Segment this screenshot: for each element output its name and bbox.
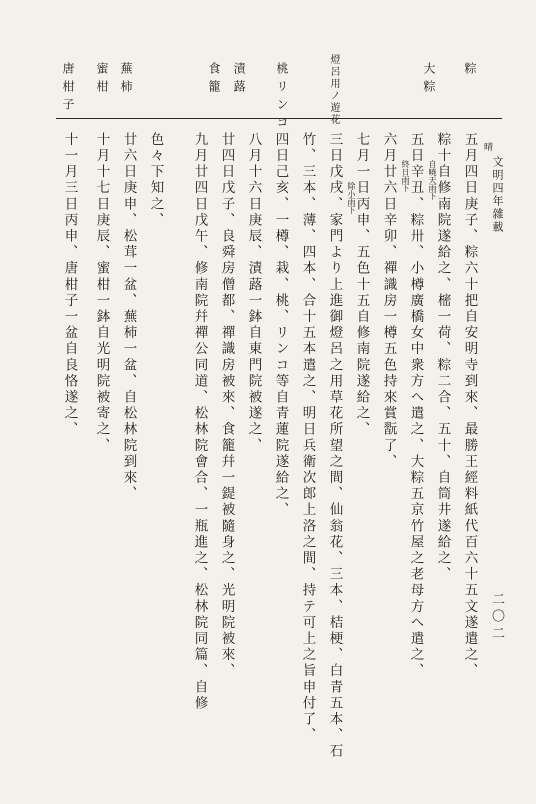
running-header-title: 文明四年雜載 bbox=[491, 156, 504, 234]
index-item-pickled-butterbur: 漬蕗 bbox=[232, 62, 246, 98]
index-item-chimaki: 粽 bbox=[463, 62, 477, 80]
text-column-11: 九月廿四日戊午、修南院幷禪公同道、松林院會合、一瓶進之、松林院同篇、自修 bbox=[191, 132, 208, 712]
index-item-food-box: 食籠 bbox=[207, 62, 221, 98]
index-item-daichimaki: 大粽 bbox=[422, 62, 436, 98]
text-column-14: 十月十七日庚辰、蜜柑一鉢自光明院被寄之、 bbox=[93, 132, 110, 454]
text-column-10: 廿四日戊子、良舜房僧都、禪識房被來、食籠幷一鍉被隨身之、光明院被來、 bbox=[218, 132, 235, 680]
index-item-toro-flowers: 燈呂用ノ遊花 bbox=[328, 54, 339, 126]
text-column-15: 十一月三日丙申、唐柑子一盆自良恪遂之、 bbox=[61, 132, 78, 438]
text-column-1: 五月四日庚子、粽六十把自安明寺到來、最勝王經料紙代百六十五文遂遣之、 bbox=[461, 132, 478, 680]
index-item-mikan: 蜜柑 bbox=[95, 62, 109, 98]
text-column-5: 七月一日丙申、五色十五自修南院遂給之、 bbox=[353, 132, 370, 438]
text-column-7: 竹、三本、薄、四本、合十五本遣之、明日兵衛次郎上洛之間、持テ可上之旨申付了、 bbox=[299, 132, 316, 744]
weather-annotation: 除小雨下 bbox=[347, 182, 356, 214]
weather-annotation: 終日雨下 bbox=[401, 160, 410, 192]
text-column-13: 廿六日庚申、松茸一盆、蕪柿一盆、自松林院到來、 bbox=[120, 132, 137, 503]
weather-annotation: 晴 bbox=[482, 142, 492, 151]
text-column-3: 五日辛丑、粽卅、小樽廣橋女中衆方へ遣之、大粽五京竹屋之老母方へ遣之、 bbox=[407, 132, 424, 680]
index-item-kabu-persimmon: 蕪柿 bbox=[119, 62, 133, 98]
index-item-peach: 桃リンコ bbox=[275, 62, 289, 134]
weather-annotation: 自曉天雨下 bbox=[428, 160, 437, 200]
text-column-8: 四日己亥、一樽、栽、桃、リンコ等自青蓮院遂給之、 bbox=[272, 132, 289, 519]
text-column-6: 三日戊戌、家門より上進御燈呂之用草花所望之間、仙翁花、三本、桔梗、白青五本、石 bbox=[326, 132, 343, 760]
text-column-2: 粽十自修南院遂給之、樒一荷、粽二合、五十、自筒井遂給之、 bbox=[434, 132, 451, 583]
header-rule bbox=[56, 118, 502, 119]
page-number: 二〇二 bbox=[489, 592, 504, 643]
text-column-12: 色々下知之、 bbox=[147, 132, 164, 229]
text-column-4: 六月廿六日辛卯、禪識房一樽五色持來賞翫了、 bbox=[380, 132, 397, 471]
text-column-9: 八月十六日庚辰、漬蕗一鉢自東門院被遂之、 bbox=[245, 132, 262, 454]
index-item-karakouji: 唐柑子 bbox=[61, 62, 75, 116]
